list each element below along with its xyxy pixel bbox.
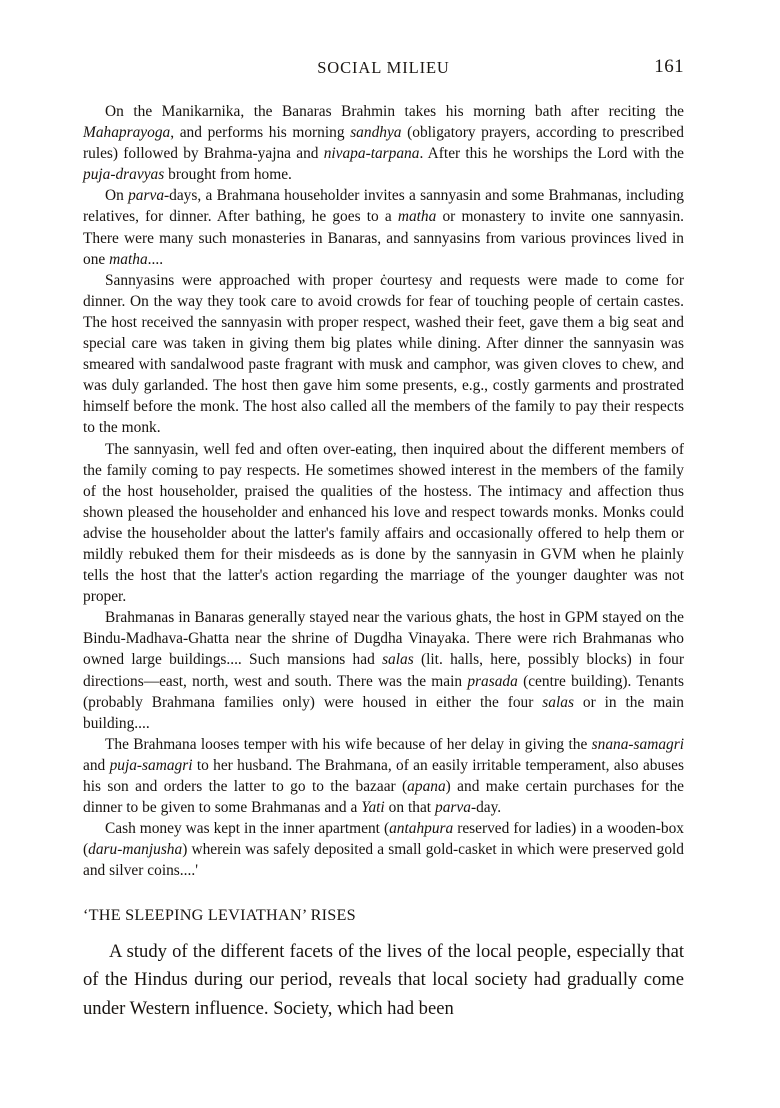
text-run: ) wherein was safely deposited a small gold-casket in which were preserved gold and silver coins....' [83,841,684,880]
text-run: brought from home. [164,166,292,184]
extract-paragraph-parva-days [83,185,684,269]
italic-term: daru-manjusha [88,841,183,859]
text-run: . After this he worships the Lord with the [419,145,684,163]
extract-paragraph-sannyasins-approached [83,270,684,439]
text-run: ) and make certain purchases for the dinner to be given to some Brahmanas and a [83,778,684,817]
text-run: or in the main building.... [83,693,684,732]
extract-paragraph-manikarnika [83,101,684,185]
text-run: and [83,756,110,774]
text-run: On the Manikarnika, the Banaras Brahmin takes his morning bath after reciting the [105,103,684,120]
italic-term: matha [109,250,148,268]
italic-term: salas [382,651,414,669]
italic-term: salas [542,693,574,711]
text-run: (obligatory prayers, according to prescribed rules) followed by Brahma-yajna and [83,124,684,163]
running-head [83,58,684,84]
text-run: The Brahmana looses temper with his wife because of her delay in giving the [105,735,592,753]
extract-paragraph-sannyasin-well-fed [83,439,684,608]
text-run: or monastery to invite one sannyasin. There were many such monasteries in Banaras, and sannyasins from various provinces lived in one [83,208,684,268]
text-run: (centre building). Tenants (probably Brahmana families only) were housed in either the four [83,672,684,711]
text-run: reserved for ladies) in a wooden-box ( [83,820,684,859]
text-run: -days, a Brahmana householder invites a sannyasin and some Brahmanas, including relatives, for dinner. After bathing, he goes to a [83,187,684,226]
quoted-extract-block [83,101,684,881]
text-run: Sannyasins were approached with proper ċourtesy and requests were made to come for dinner. On the way they took care to avoid crowds for fear of touching people of certain castes. The host received the sannyasin with proper respect, washed their feet, gave them a big seat and special care was taken in giving them big plates while dining. After dinner the sannyasin was smeared with sandalwood paste fragrant with musk and camphor, was given cloves to chew, and was duly garlanded. The host then gave him some presents, e.g., costly garments and prostrated himself before the monk. The host also called all the members of the family to pay their respects to the monk. [83,271,684,437]
text-run: A study of the different facets of the lives of the local people, especially that of the Hindus during our period, reveals that local society had gradually come under Western influence. Society, which had been [83,941,684,1019]
italic-term: apana [407,778,446,795]
italic-term: antahpura [389,820,454,838]
text-run: (lit. halls, here, possibly blocks) in four directions—east, north, west and south. There was the main [83,651,684,690]
text-run: -day. [470,799,502,817]
italic-term: sandhya [350,124,402,142]
text-run: The sannyasin, well fed and often over-eating, then inquired about the different members of the family coming to pay respects. He sometimes showed interest in the members of the family of the host householder, praised the qualities of the hostess. The intimacy and affection thus shown pleased the householder and enhanced his love and respect towards monks. Monks could advise the householder about the latter's family affairs and occasionally offered to help them or mildly rebuked them for their misdeeds as is done by the sannyasin in GVM when he plainly tells the host that the latter's action regarding the marriage of the younger daughter was not proper. [83,440,684,606]
running-head-title: SOCIAL MILIEU [317,58,450,77]
italic-term: parva [128,187,165,205]
italic-term: Yati [361,799,385,817]
extract-paragraph-brahmanas-in-banaras [83,607,684,734]
text-run: to her husband. The Brahmana, of an easily irritable temperament, also abuses his son and orders the latter to go to the bazaar ( [83,756,684,795]
italic-term: parva [435,799,471,817]
page-number: 161 [654,56,684,77]
italic-term: puja-samagri [109,756,193,774]
extract-paragraph-cash-money [83,818,684,881]
text-run: Cash money was kept in the inner apartment ( [105,820,390,838]
italic-term: Mahaprayoga [83,124,171,142]
section-heading: ‘THE SLEEPING LEVIATHAN’ RISES [83,906,356,924]
text-run: , and performs his morning [170,124,351,142]
text-run: .... [147,250,164,268]
section-body [83,938,684,1023]
italic-term: puja-dravyas [83,166,165,184]
text-run: On [105,187,129,205]
italic-term: nivapa-tarpana [323,145,420,163]
body-paragraph-sleeping-leviathan-opening [83,938,684,1023]
italic-term: matha [397,208,437,226]
italic-term: prasada [467,672,518,690]
extract-paragraph-brahmana-temper [83,734,684,818]
italic-term: snana-samagri [591,735,684,753]
text-run: Brahmanas in Banaras generally stayed near the various ghats, the host in GPM stayed on the Bindu-Madhava-Ghatta near the shrine of Dugdha Vinayaka. There were rich Brahmanas who owned large buildings.... Such mansions had [83,609,684,669]
text-run: on that [384,799,436,817]
